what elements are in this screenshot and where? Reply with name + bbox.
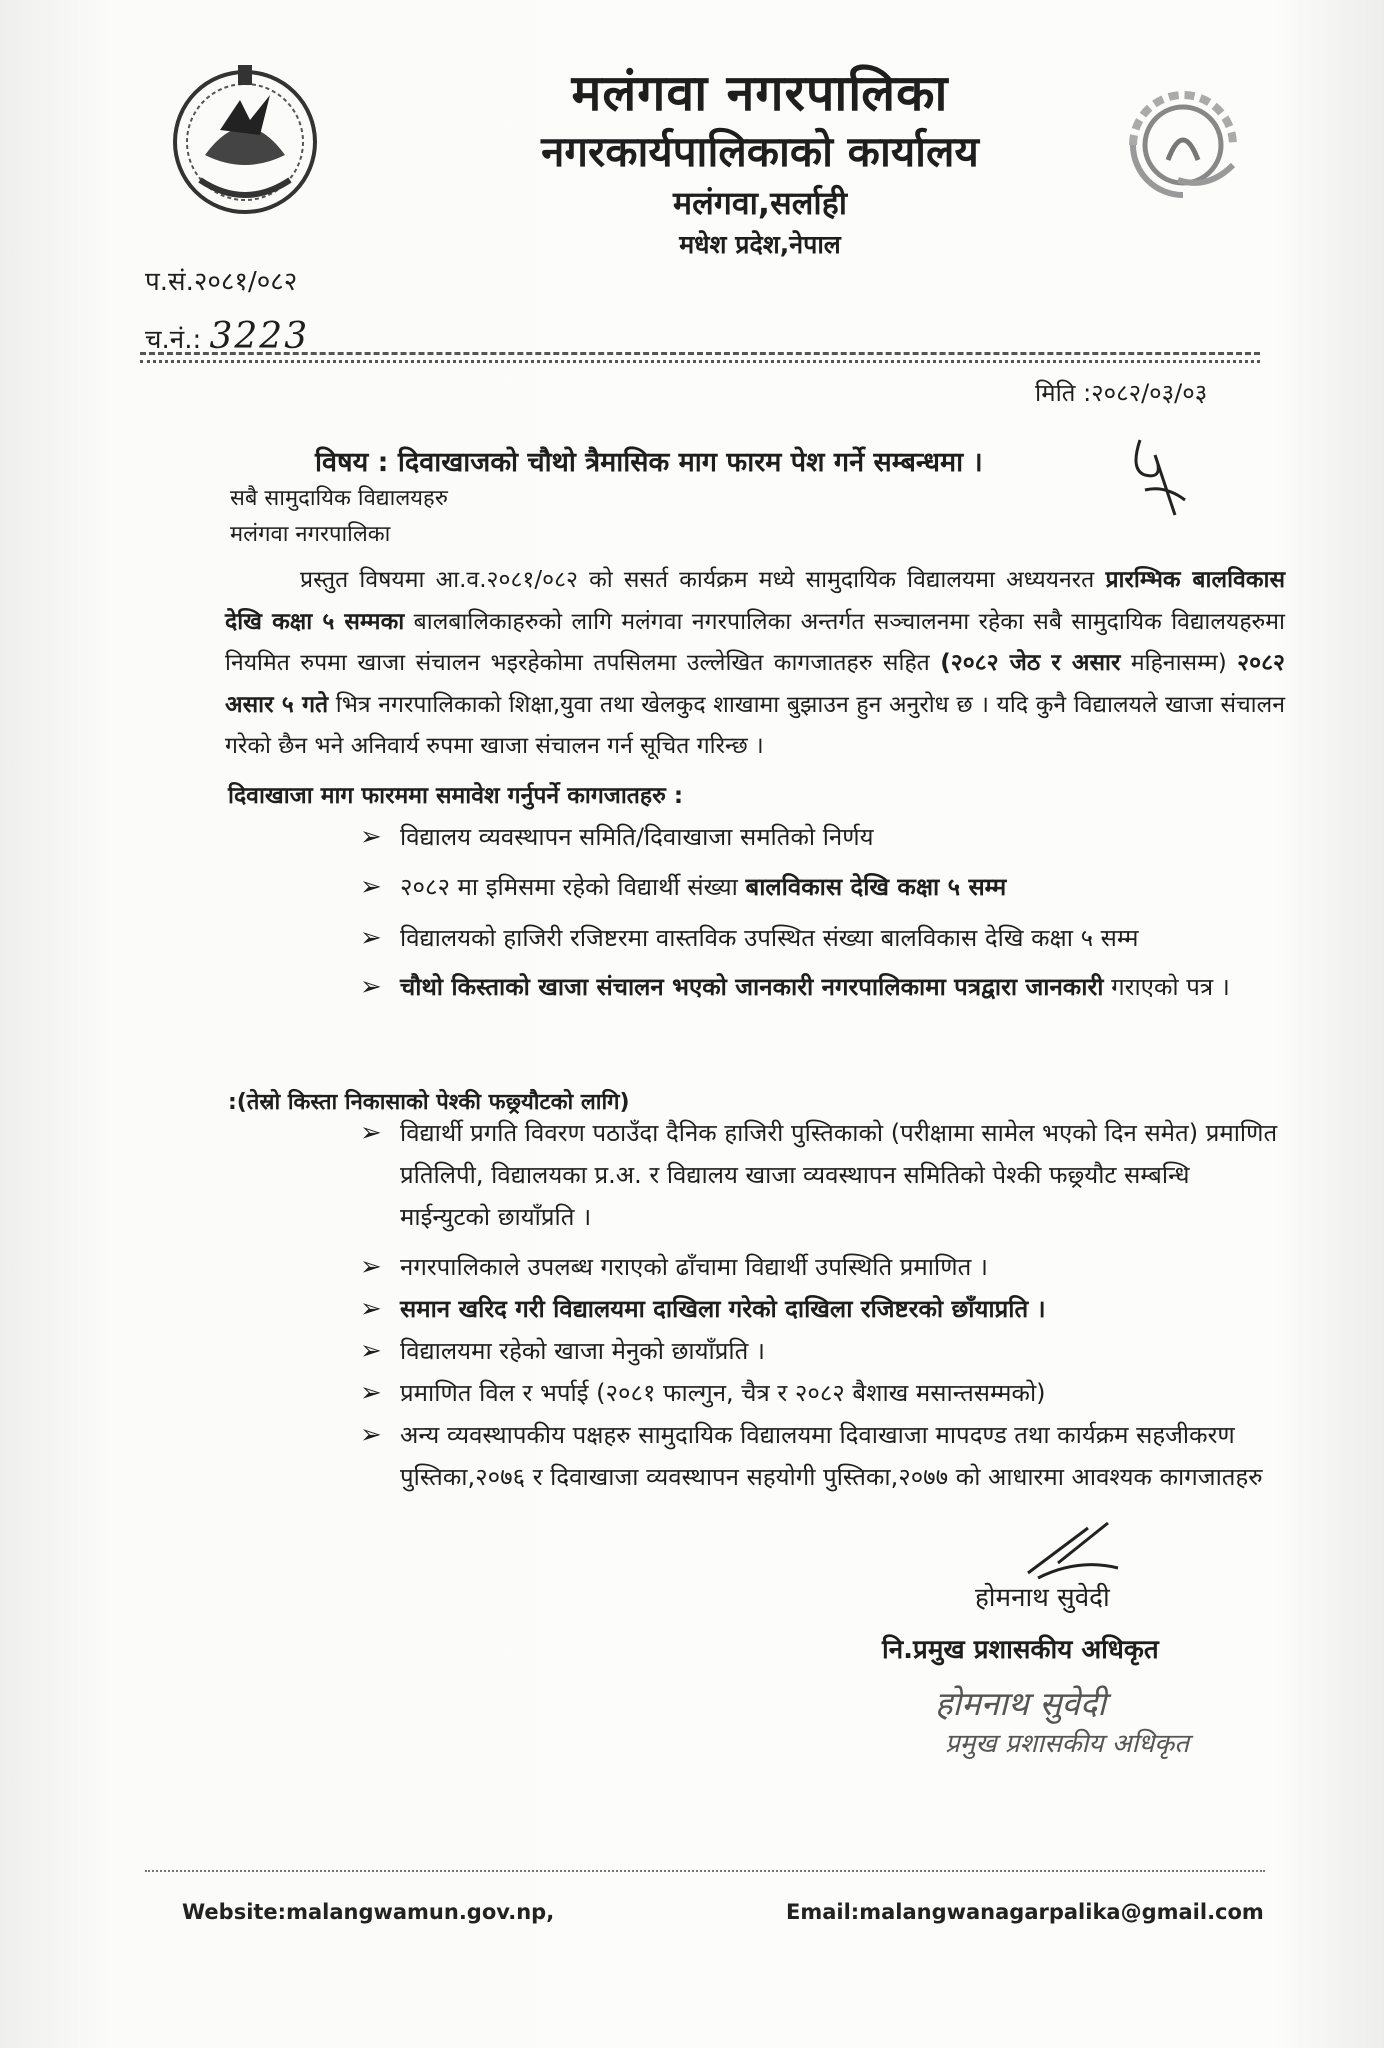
office-province: मधेश प्रदेश,नेपाल [679, 230, 841, 259]
list-item: ➢ विद्यालयको हाजिरी रजिष्टरमा वास्तविक उपस्थित संख्या बालविकास देखि कक्षा ५ सम्म [360, 912, 1280, 964]
footer-website: Website:malangwamun.gov.np, [182, 1900, 555, 1924]
arrow-bullet-icon: ➢ [360, 1378, 382, 1408]
header-divider [140, 352, 1260, 355]
list-item: ➢ चौथो किस्ताको खाजा संचालन भएको जानकारी नगरपालिकामा पत्रद्वारा जानकारी गराएको पत्र । [360, 964, 1280, 1010]
arrow-bullet-icon: ➢ [360, 972, 382, 1002]
body-text-e: महिनासम्म) [1130, 650, 1227, 676]
stamp-name: होमनाथ सुवेदी [935, 1684, 1106, 1723]
nepal-emblem-icon [160, 60, 330, 220]
list-item: ➢ २०८२ मा इमिसमा रहेको विद्यार्थी संख्या बालविकास देखि कक्षा ५ सम्म [360, 862, 1280, 912]
settlement-list [360, 1112, 1280, 1498]
body-text-d: (२०८२ जेठ र असार [940, 650, 1121, 676]
arrow-bullet-icon: ➢ [360, 872, 382, 902]
addressee-line-2: मलंगवा नगरपालिका [230, 522, 391, 547]
addressee-line-1: सबै सामुदायिक विद्यालयहरु [230, 486, 448, 511]
list-item: ➢ विद्यार्थी प्रगति विवरण पठाउँदा दैनिक हाजिरी पुस्तिकाको (परीक्षामा सामेल भएको दिन समेत) प्रमाणित प्रतिलिपी, विद्यालयका प्र.अ. र विद्यालय खाजा व्यवस्थापन समितिको पेश्की फछ्र्यौट सम्बन्धि माईन्युटको छायाँप्रति । [360, 1112, 1280, 1238]
list-item: ➢ समान खरिद गरी विद्यालयमा दाखिला गरेको दाखिला रजिष्टरको छाँयाप्रति । [360, 1288, 1280, 1330]
office-location: मलंगवा,सर्लाही [673, 184, 847, 222]
requirements-heading: दिवाखाजा माग फारममा समावेश गर्नुपर्ने कागजातहरु : [228, 783, 684, 809]
municipality-logo-icon [1108, 70, 1258, 220]
cn-value: 3223 [209, 316, 310, 357]
section2-heading: :(तेस्रो किस्ता निकासाको पेश्की फछ्र्यौटको लागि) [228, 1090, 630, 1115]
list-item: ➢ अन्य व्यवस्थापकीय पक्षहरु सामुदायिक विद्यालयमा दिवाखाजा मापदण्ड तथा कार्यक्रम सहजीकरण पुस्तिका,२०७६ र दिवाखाजा व्यवस्थापन सहयोगी पुस्तिका,२०७७ को आधारमा आवश्यक कागजातहरु [360, 1414, 1280, 1498]
body-text-c: बालबालिकाहरुको लागि मलंगवा नगरपालिका अन्तर्गत सञ्चालनमा रहेका सबै सामुदायिक विद्यालयहरुमा नियमित रुपमा खाजा संचालन भइरहेकोमा तपसिलमा उल्लेखित कागजातहरु सहित [225, 608, 1285, 676]
list-item: ➢ नगरपालिकाले उपलब्ध गराएको ढाँचामा विद्यार्थी उपस्थिति प्रमाणित । [360, 1246, 1280, 1288]
cn-label: च.नं.: [145, 325, 202, 355]
arrow-bullet-icon: ➢ [360, 1336, 382, 1366]
cn-number [145, 316, 309, 357]
ps-number: प.सं.२०८१/०८२ [145, 267, 298, 297]
letter-date: मिति :२०८२/०३/०३ [1035, 379, 1208, 407]
header-divider-2 [140, 360, 1260, 363]
body-paragraph [225, 560, 1285, 768]
body-text-b: प्रारम्भिक बालविकास देखि कक्षा ५ सम्मका [225, 567, 1286, 635]
arrow-bullet-icon: ➢ [360, 1420, 382, 1450]
list-item: ➢ प्रमाणित विल र भर्पाई (२०८१ फाल्गुन, चैत्र र २०८२ बैशाख मसान्तसम्मको) [360, 1372, 1280, 1414]
letter-subject: विषय : दिवाखाजको चौथो त्रैमासिक माग फारम पेश गर्ने सम्बन्धमा । [315, 447, 983, 478]
arrow-bullet-icon: ➢ [360, 923, 382, 953]
body-text-f: २०८२ असार ५ गते [225, 650, 1285, 718]
signer-designation: नि.प्रमुख प्रशासकीय अधिकृत [882, 1635, 1159, 1665]
list-item: ➢ विद्यालयमा रहेको खाजा मेनुको छायाँप्रति । [360, 1330, 1280, 1372]
list-item: ➢ विद्यालय व्यवस्थापन समिति/दिवाखाजा समतिको निर्णय [360, 812, 1280, 862]
signer-name: होमनाथ सुवेदी [975, 1583, 1110, 1613]
requirements-list [360, 812, 1280, 1010]
office-sub: नगरकार्यपालिकाको कार्यालय [541, 127, 979, 176]
stamp-designation: प्रमुख प्रशासकीय अधिकृत [945, 1729, 1190, 1759]
arrow-bullet-icon: ➢ [360, 1252, 382, 1282]
letterhead [400, 62, 1120, 264]
arrow-bullet-icon: ➢ [360, 1294, 382, 1324]
arrow-bullet-icon: ➢ [360, 822, 382, 852]
body-text-a: प्रस्तुत विषयमा आ.व.२०८१/०८२ को ससर्त कार्यक्रम मध्ये सामुदायिक विद्यालयमा अध्ययनरत [300, 567, 1095, 593]
body-text-g: भित्र नगरपालिकाको शिक्षा,युवा तथा खेलकुद शाखामा बुझाउन हुन अनुरोध छ । यदि कुनै विद्यालयले खाजा संचालन गरेको छैन भने अनिवार्य रुपमा खाजा संचालन गर्न सूचित गरिन्छ । [225, 691, 1285, 759]
initial-mark-icon [1125, 430, 1195, 520]
office-name: मलंगवा नगरपालिका [571, 64, 949, 122]
arrow-bullet-icon: ➢ [360, 1118, 382, 1148]
footer-divider [145, 1870, 1265, 1872]
footer-email: Email:malangwanagarpalika@gmail.com [786, 1900, 1264, 1924]
